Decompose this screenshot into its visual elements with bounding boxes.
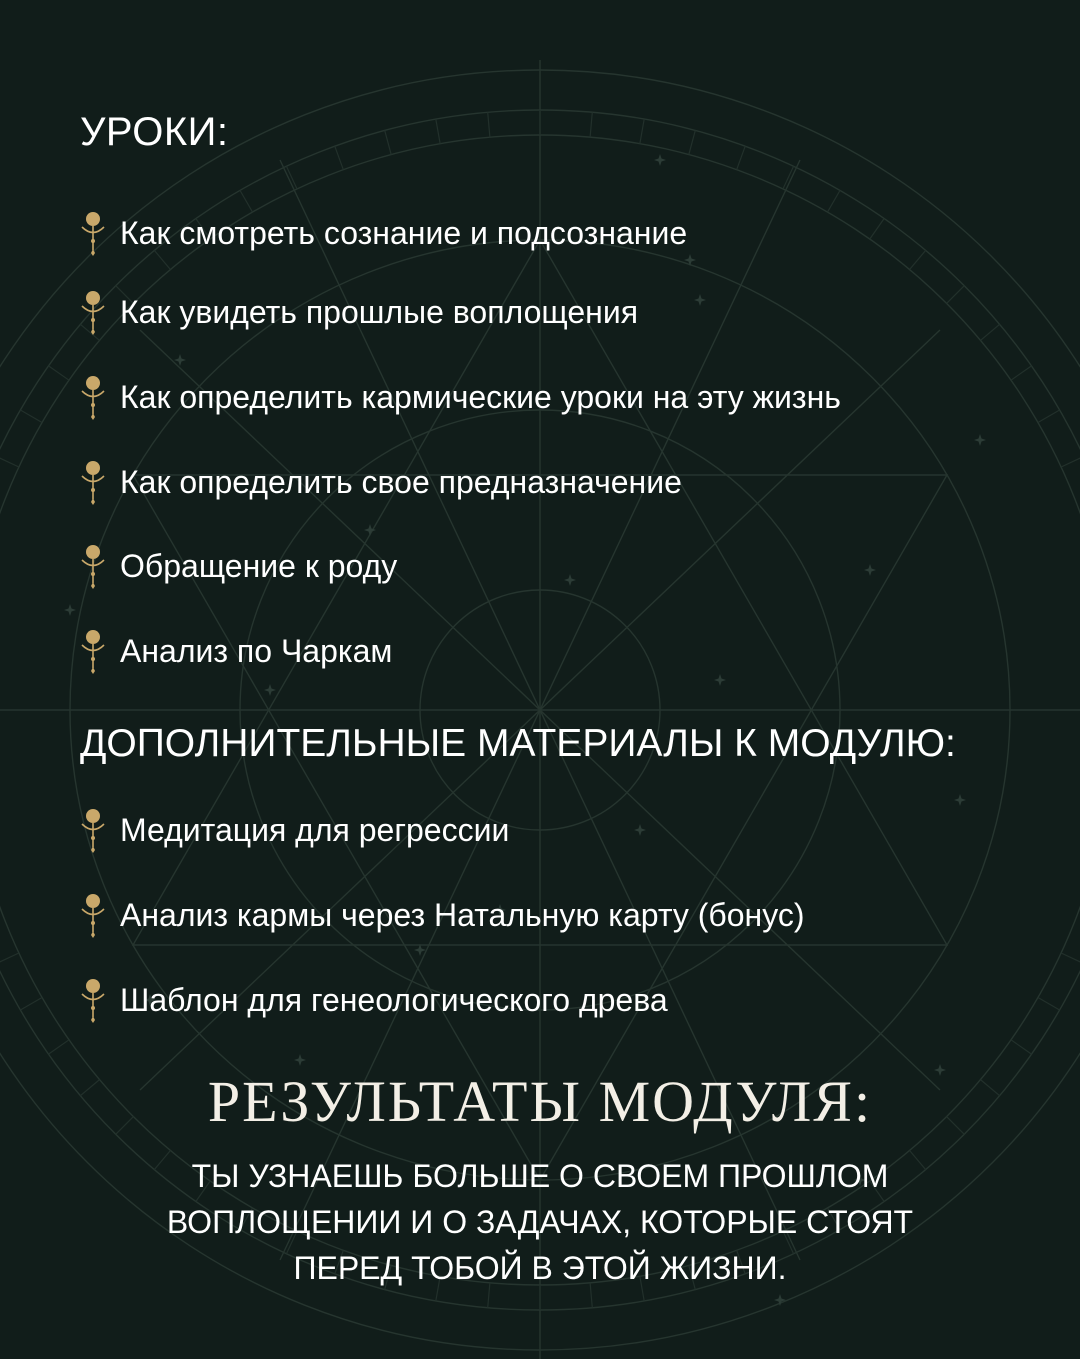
gold-pendulum-icon (78, 459, 108, 505)
list-item-label: Анализ по Чаркам (120, 632, 393, 669)
list-item-label: Анализ кармы через Натальную карту (бонус) (120, 896, 805, 933)
list-item (78, 628, 392, 674)
gold-pendulum-icon (78, 289, 108, 335)
list-item-label: Шаблон для генеологического древа (120, 981, 668, 1018)
list-item (78, 459, 682, 505)
results-line: ПЕРЕД ТОБОЙ В ЭТОЙ ЖИЗНИ. (293, 1250, 787, 1286)
list-item-label: Медитация для регрессии (120, 811, 510, 848)
list-item (78, 210, 687, 256)
list-item-label: Как определить кармические уроки на эту жизнь (120, 378, 841, 415)
extra-materials-heading: ДОПОЛНИТЕЛЬНЫЕ МАТЕРИАЛЫ К МОДУЛЮ: (80, 722, 956, 765)
list-item (78, 977, 668, 1023)
results-line: ТЫ УЗНАЕШЬ БОЛЬШЕ О СВОЕМ ПРОШЛОМ (191, 1158, 889, 1194)
results-title: РЕЗУЛЬТАТЫ МОДУЛЯ: (207, 1069, 873, 1134)
list-item (78, 374, 841, 420)
gold-pendulum-icon (78, 210, 108, 256)
results-line: ВОПЛОЩЕНИИ И О ЗАДАЧАХ, КОТОРЫЕ СТОЯТ (166, 1204, 914, 1240)
list-item-label: Как смотреть сознание и подсознание (120, 214, 688, 251)
lessons-heading: УРОКИ: (80, 110, 229, 154)
list-item (78, 543, 397, 589)
list-item-label: Как увидеть прошлые воплощения (120, 293, 639, 330)
gold-pendulum-icon (78, 892, 108, 938)
list-item (78, 289, 638, 335)
list-item (78, 807, 509, 853)
gold-pendulum-icon (78, 807, 108, 853)
list-item-label: Как определить свое предназначение (120, 463, 682, 500)
list-item (78, 892, 804, 938)
results-description (140, 1153, 940, 1291)
gold-pendulum-icon (78, 628, 108, 674)
list-item-label: Обращение к роду (120, 547, 398, 584)
gold-pendulum-icon (78, 977, 108, 1023)
gold-pendulum-icon (78, 543, 108, 589)
gold-pendulum-icon (78, 374, 108, 420)
